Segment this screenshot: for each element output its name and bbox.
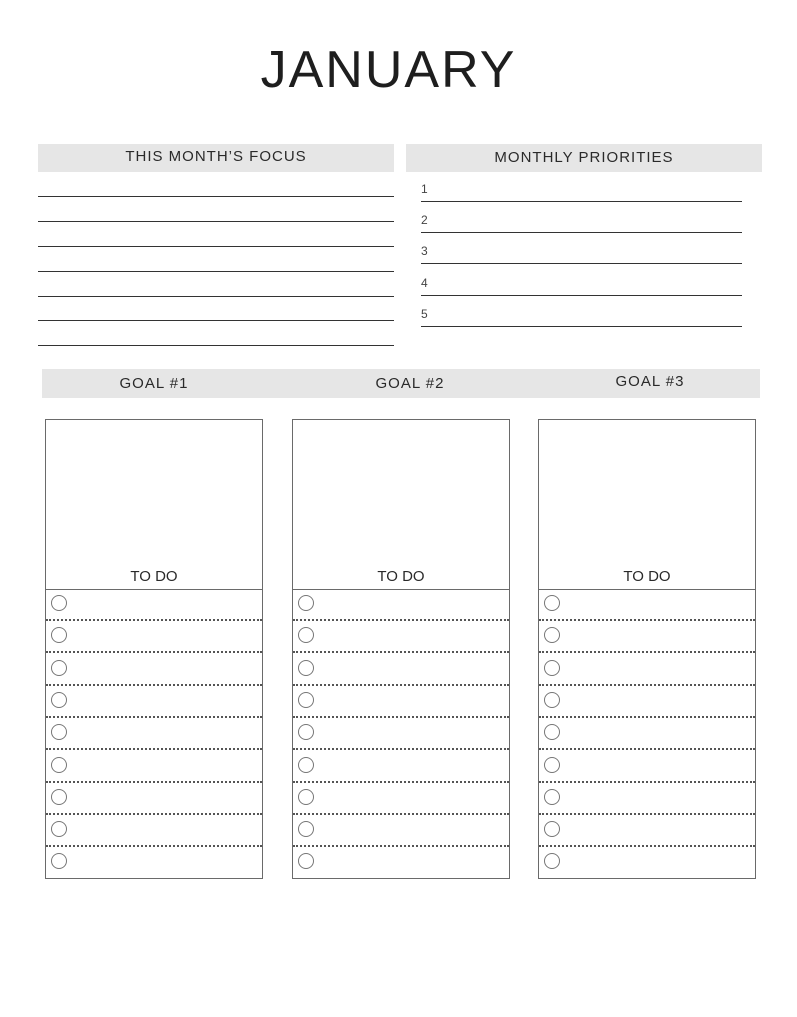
todo-label: TO DO: [623, 568, 671, 585]
checkbox-circle-icon[interactable]: [298, 853, 314, 869]
todo-item[interactable]: [46, 589, 262, 621]
priority-row[interactable]: [421, 203, 742, 233]
priority-number: 5: [421, 307, 428, 321]
focus-line[interactable]: [38, 345, 394, 346]
page-title: JANUARY: [260, 41, 517, 99]
priority-line: [421, 326, 742, 327]
checkbox-circle-icon[interactable]: [544, 821, 560, 837]
todo-item[interactable]: [539, 847, 755, 879]
todo-item[interactable]: [293, 751, 509, 783]
goal-notes-area[interactable]: [46, 420, 262, 590]
focus-line[interactable]: [38, 271, 394, 272]
checkbox-circle-icon[interactable]: [544, 595, 560, 611]
checkbox-circle-icon[interactable]: [544, 627, 560, 643]
checkbox-circle-icon[interactable]: [544, 660, 560, 676]
goal-3-box: [538, 419, 756, 879]
priorities-header: MONTHLY PRIORITIES: [406, 144, 762, 172]
todo-item[interactable]: [293, 783, 509, 815]
todo-item[interactable]: [46, 815, 262, 847]
priority-row[interactable]: [421, 266, 742, 296]
focus-header: THIS MONTH’S FOCUS: [38, 144, 394, 172]
checkbox-circle-icon[interactable]: [51, 595, 67, 611]
focus-line[interactable]: [38, 320, 394, 321]
todo-item[interactable]: [293, 589, 509, 621]
todo-item[interactable]: [46, 621, 262, 653]
checkbox-circle-icon[interactable]: [544, 692, 560, 708]
goal-notes-area[interactable]: [293, 420, 509, 590]
checkbox-circle-icon[interactable]: [51, 757, 67, 773]
priority-number: 2: [421, 213, 428, 227]
focus-line[interactable]: [38, 221, 394, 222]
todo-item[interactable]: [539, 654, 755, 686]
todo-item[interactable]: [539, 589, 755, 621]
priority-row[interactable]: [421, 297, 742, 327]
goals-header-bar: [42, 369, 760, 398]
checkbox-circle-icon[interactable]: [298, 595, 314, 611]
checkbox-circle-icon[interactable]: [51, 821, 67, 837]
checkbox-circle-icon[interactable]: [298, 757, 314, 773]
todo-item[interactable]: [293, 718, 509, 750]
todo-item[interactable]: [293, 686, 509, 718]
checkbox-circle-icon[interactable]: [544, 757, 560, 773]
checkbox-circle-icon[interactable]: [51, 789, 67, 805]
todo-item[interactable]: [539, 621, 755, 653]
checkbox-circle-icon[interactable]: [51, 724, 67, 740]
todo-item[interactable]: [46, 686, 262, 718]
todo-item[interactable]: [46, 654, 262, 686]
checkbox-circle-icon[interactable]: [298, 692, 314, 708]
priority-line: [421, 263, 742, 264]
checkbox-circle-icon[interactable]: [51, 692, 67, 708]
priority-number: 1: [421, 182, 428, 196]
checkbox-circle-icon[interactable]: [544, 789, 560, 805]
todo-label: TO DO: [377, 568, 425, 585]
todo-item[interactable]: [539, 783, 755, 815]
todo-label: TO DO: [130, 568, 178, 585]
priority-row[interactable]: [421, 234, 742, 264]
priority-line: [421, 201, 742, 202]
goal-2-label: GOAL #2: [375, 375, 445, 392]
todo-item[interactable]: [46, 847, 262, 879]
todo-item[interactable]: [46, 718, 262, 750]
checkbox-circle-icon[interactable]: [51, 853, 67, 869]
checkbox-circle-icon[interactable]: [298, 789, 314, 805]
checkbox-circle-icon[interactable]: [544, 724, 560, 740]
checkbox-circle-icon[interactable]: [51, 627, 67, 643]
todo-item[interactable]: [539, 686, 755, 718]
todo-item[interactable]: [539, 815, 755, 847]
priority-number: 4: [421, 276, 428, 290]
todo-item[interactable]: [539, 751, 755, 783]
checkbox-circle-icon[interactable]: [298, 660, 314, 676]
priority-line: [421, 295, 742, 296]
todo-item[interactable]: [46, 751, 262, 783]
goal-1-label: GOAL #1: [119, 375, 189, 392]
todo-item[interactable]: [539, 718, 755, 750]
focus-line[interactable]: [38, 196, 394, 197]
todo-item[interactable]: [293, 621, 509, 653]
checkbox-circle-icon[interactable]: [298, 724, 314, 740]
focus-line[interactable]: [38, 246, 394, 247]
todo-item[interactable]: [293, 815, 509, 847]
todo-item[interactable]: [293, 847, 509, 879]
checkbox-circle-icon[interactable]: [544, 853, 560, 869]
todo-item[interactable]: [293, 654, 509, 686]
goal-3-label: GOAL #3: [615, 373, 685, 390]
checkbox-circle-icon[interactable]: [298, 627, 314, 643]
checkbox-circle-icon[interactable]: [51, 660, 67, 676]
goal-1-box: [45, 419, 263, 879]
goal-notes-area[interactable]: [539, 420, 755, 590]
priority-row[interactable]: [421, 172, 742, 202]
priority-line: [421, 232, 742, 233]
todo-item[interactable]: [46, 783, 262, 815]
priority-number: 3: [421, 244, 428, 258]
goal-2-box: [292, 419, 510, 879]
focus-line[interactable]: [38, 296, 394, 297]
checkbox-circle-icon[interactable]: [298, 821, 314, 837]
